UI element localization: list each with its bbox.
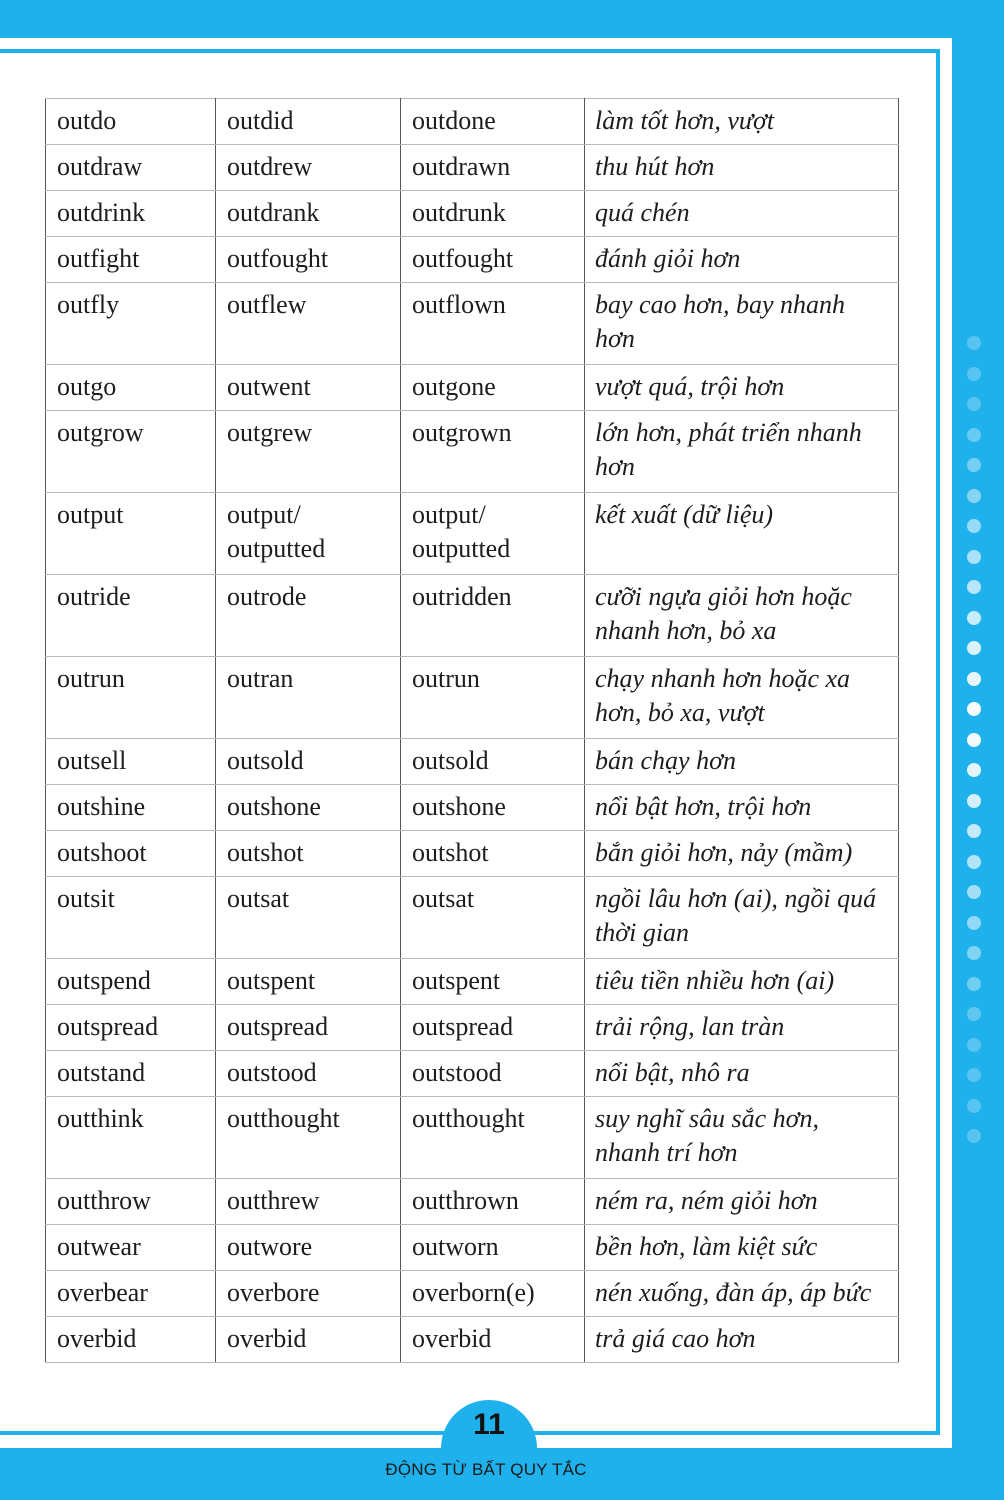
verb-past-simple: output/ outputted: [216, 493, 401, 575]
verb-past-participle: outspent: [401, 959, 585, 1005]
verb-meaning: lớn hơn, phát triển nhanh hơn: [585, 411, 899, 493]
decorative-dot: [967, 794, 981, 808]
verb-past-participle: outdone: [401, 99, 585, 145]
decorative-dot: [967, 885, 981, 899]
page-number: 11: [473, 1408, 505, 1441]
verb-past-participle: outdrawn: [401, 145, 585, 191]
side-dot-decoration: [967, 336, 983, 1160]
decorative-dot: [967, 580, 981, 594]
table-row: [46, 191, 899, 237]
verb-meaning: thu hút hơn: [585, 145, 899, 191]
verb-past-simple: overbid: [216, 1317, 401, 1363]
verb-base-form: outspread: [46, 1005, 216, 1051]
verb-base-form: outshoot: [46, 831, 216, 877]
table-row: [46, 493, 899, 575]
verb-meaning: nổi bật, nhô ra: [585, 1051, 899, 1097]
verb-past-participle: outfought: [401, 237, 585, 283]
verb-meaning: bán chạy hơn: [585, 739, 899, 785]
verb-base-form: outgrow: [46, 411, 216, 493]
verb-past-simple: outran: [216, 657, 401, 739]
verb-meaning: chạy nhanh hơn hoặc xa hơn, bỏ xa, vượt: [585, 657, 899, 739]
verb-past-simple: outsold: [216, 739, 401, 785]
verb-base-form: overbid: [46, 1317, 216, 1363]
verb-past-participle: outgone: [401, 365, 585, 411]
decorative-dot: [967, 824, 981, 838]
decorative-dot: [967, 855, 981, 869]
verb-base-form: outride: [46, 575, 216, 657]
verb-meaning: trả giá cao hơn: [585, 1317, 899, 1363]
verb-base-form: outfight: [46, 237, 216, 283]
verb-base-form: outrun: [46, 657, 216, 739]
verb-base-form: outstand: [46, 1051, 216, 1097]
verb-past-simple: outdrew: [216, 145, 401, 191]
decorative-dot: [967, 550, 981, 564]
decorative-dot: [967, 702, 981, 716]
table-row: [46, 1179, 899, 1225]
decorative-dot: [967, 1007, 981, 1021]
table-row: [46, 1097, 899, 1179]
decorative-dot: [967, 733, 981, 747]
verb-past-participle: outsold: [401, 739, 585, 785]
decorative-dot: [967, 367, 981, 381]
decorative-dot: [967, 672, 981, 686]
verb-past-participle: outrun: [401, 657, 585, 739]
table-row: [46, 959, 899, 1005]
decorative-dot: [967, 428, 981, 442]
table-row: [46, 283, 899, 365]
verb-past-participle: outsat: [401, 877, 585, 959]
verb-past-participle: outgrown: [401, 411, 585, 493]
verb-past-participle: outspread: [401, 1005, 585, 1051]
decorative-dot: [967, 489, 981, 503]
verb-past-participle: outstood: [401, 1051, 585, 1097]
decorative-dot: [967, 641, 981, 655]
decorative-dot: [967, 519, 981, 533]
verb-meaning: bắn giỏi hơn, nảy (mầm): [585, 831, 899, 877]
table-row: [46, 877, 899, 959]
frame-line-right: [936, 49, 940, 1435]
verb-past-participle: overbid: [401, 1317, 585, 1363]
verb-past-simple: overbore: [216, 1271, 401, 1317]
verb-meaning: tiêu tiền nhiều hơn (ai): [585, 959, 899, 1005]
verb-base-form: outfly: [46, 283, 216, 365]
verb-past-simple: outthrew: [216, 1179, 401, 1225]
table-row: [46, 1317, 899, 1363]
verb-past-participle: overborn(e): [401, 1271, 585, 1317]
decorative-dot: [967, 977, 981, 991]
verb-base-form: outdraw: [46, 145, 216, 191]
decorative-dot: [967, 458, 981, 472]
verb-meaning: bay cao hơn, bay nhanh hơn: [585, 283, 899, 365]
verb-past-participle: outdrunk: [401, 191, 585, 237]
verb-past-participle: outridden: [401, 575, 585, 657]
verb-base-form: outwear: [46, 1225, 216, 1271]
table-row: [46, 739, 899, 785]
verb-meaning: suy nghĩ sâu sắc hơn, nhanh trí hơn: [585, 1097, 899, 1179]
table-row: [46, 145, 899, 191]
verb-past-simple: outgrew: [216, 411, 401, 493]
verb-meaning: vượt quá, trội hơn: [585, 365, 899, 411]
verb-past-simple: outdid: [216, 99, 401, 145]
irregular-verbs-table: [45, 98, 899, 1363]
verb-base-form: outsit: [46, 877, 216, 959]
verb-past-participle: outworn: [401, 1225, 585, 1271]
verb-past-participle: output/ outputted: [401, 493, 585, 575]
verb-meaning: ném ra, ném giỏi hơn: [585, 1179, 899, 1225]
footer-title: ĐỘNG TỪ BẤT QUY TẮC: [385, 1460, 587, 1479]
verb-past-simple: outshone: [216, 785, 401, 831]
verb-meaning: cưỡi ngựa giỏi hơn hoặc nhanh hơn, bỏ xa: [585, 575, 899, 657]
verb-base-form: outsell: [46, 739, 216, 785]
verb-base-form: outshine: [46, 785, 216, 831]
decorative-dot: [967, 611, 981, 625]
table-row: [46, 99, 899, 145]
table-row: [46, 237, 899, 283]
verb-past-simple: outstood: [216, 1051, 401, 1097]
table-row: [46, 1051, 899, 1097]
decorative-dot: [967, 763, 981, 777]
verb-past-participle: outthrown: [401, 1179, 585, 1225]
decorative-dot: [967, 1129, 981, 1143]
table-row: [46, 1271, 899, 1317]
verb-past-simple: outthought: [216, 1097, 401, 1179]
verb-past-participle: outshot: [401, 831, 585, 877]
verb-past-simple: outsat: [216, 877, 401, 959]
verb-past-simple: outspread: [216, 1005, 401, 1051]
verb-base-form: outgo: [46, 365, 216, 411]
verb-past-participle: outflown: [401, 283, 585, 365]
table-row: [46, 411, 899, 493]
verb-meaning: kết xuất (dữ liệu): [585, 493, 899, 575]
table-row: [46, 785, 899, 831]
decorative-dot: [967, 916, 981, 930]
verb-base-form: outthink: [46, 1097, 216, 1179]
verb-past-participle: outshone: [401, 785, 585, 831]
verb-base-form: overbear: [46, 1271, 216, 1317]
verb-past-simple: outrode: [216, 575, 401, 657]
verb-past-simple: outshot: [216, 831, 401, 877]
table-row: [46, 657, 899, 739]
table-row: [46, 1005, 899, 1051]
verb-meaning: nổi bật hơn, trội hơn: [585, 785, 899, 831]
verb-meaning: đánh giỏi hơn: [585, 237, 899, 283]
frame-line-top: [0, 49, 940, 53]
verb-meaning: ngồi lâu hơn (ai), ngồi quá thời gian: [585, 877, 899, 959]
verb-meaning: quá chén: [585, 191, 899, 237]
verb-meaning: làm tốt hơn, vượt: [585, 99, 899, 145]
table-row: [46, 831, 899, 877]
verb-past-participle: outthought: [401, 1097, 585, 1179]
decorative-dot: [967, 397, 981, 411]
decorative-dot: [967, 1099, 981, 1113]
decorative-dot: [967, 1038, 981, 1052]
verb-base-form: outspend: [46, 959, 216, 1005]
decorative-dot: [967, 946, 981, 960]
table-row: [46, 1225, 899, 1271]
verb-base-form: outdo: [46, 99, 216, 145]
verb-past-simple: outfought: [216, 237, 401, 283]
verb-base-form: outdrink: [46, 191, 216, 237]
verb-meaning: nén xuống, đàn áp, áp bức: [585, 1271, 899, 1317]
verb-past-simple: outflew: [216, 283, 401, 365]
verb-meaning: trải rộng, lan tràn: [585, 1005, 899, 1051]
verb-past-simple: outdrank: [216, 191, 401, 237]
verb-past-simple: outspent: [216, 959, 401, 1005]
decorative-dot: [967, 336, 981, 350]
verb-base-form: output: [46, 493, 216, 575]
table-row: [46, 365, 899, 411]
decorative-dot: [967, 1068, 981, 1082]
verb-base-form: outthrow: [46, 1179, 216, 1225]
verb-past-simple: outwore: [216, 1225, 401, 1271]
verb-meaning: bền hơn, làm kiệt sức: [585, 1225, 899, 1271]
verb-past-simple: outwent: [216, 365, 401, 411]
table-row: [46, 575, 899, 657]
